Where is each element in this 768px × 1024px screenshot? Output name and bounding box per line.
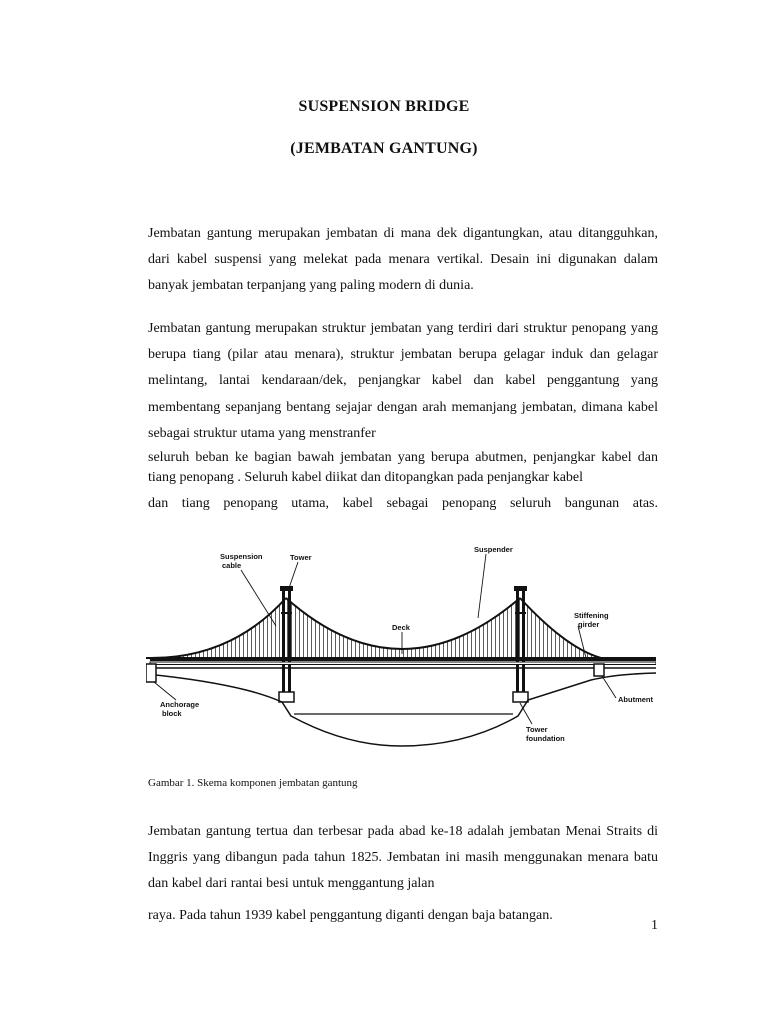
figure-caption: Gambar 1. Skema komponen jembatan gantung	[148, 777, 358, 789]
label-tower-foundation-2: foundation	[526, 734, 565, 743]
ground-profile	[146, 673, 656, 746]
paragraph-load-transfer	[148, 448, 658, 514]
label-suspender: Suspender	[474, 545, 513, 554]
label-tower-foundation: Tower	[526, 725, 548, 734]
paragraph-history	[148, 819, 658, 929]
bridge-diagram-figure	[146, 540, 656, 768]
anchorage-block	[146, 664, 156, 682]
document-subtitle: (JEMBATAN GANTUNG)	[290, 140, 478, 157]
paragraph-load-transfer-text: seluruh beban ke bagian bawah jembatan yang berupa abutmen, penjangkar kabel dan tiang penopang . Seluruh kabel diikat dan ditopangkan pada penjangkar kabel	[148, 450, 658, 485]
page-number: 1	[651, 918, 658, 933]
label-suspension-cable-2: cable	[222, 561, 242, 570]
suspension-bridge-diagram	[146, 540, 656, 768]
paragraph-definition: Jembatan gantung merupakan jembatan di mana dek digantungkan, atau ditangguhkan, dari kabel suspensi yang melekat pada menara vertikal. Desain ini digunakan dalam banyak jembatan terpanjang yang paling modern di dunia.	[148, 226, 658, 293]
paragraph-history-text: Jembatan gantung tertua dan terbesar pada abad ke-18 adalah jembatan Menai Straits di Inggris yang dibangun pada tahun 1825. Jembatan ini masih menggunakan menara batu dan kabel dari rantai besi untuk menggantung jalan	[148, 824, 658, 891]
label-anchorage-block: Anchorage	[160, 700, 200, 709]
label-stiffening-girder: Stiffening	[574, 611, 609, 620]
paragraph-structure: Jembatan gantung merupakan struktur jembatan yang terdiri dari struktur penopang yang berupa tiang (pilar atau menara), struktur jembatan berupa gelagar induk dan gelagar melintang, lantai kendaraan/dek, penjangkar kabel dan kabel penggantung yang membentang sepanjang bentang sejajar dengan arah memanjang jembatan, dimana kabel sebagai struktur utama yang menstranfer	[148, 321, 658, 441]
label-deck: Deck	[392, 623, 410, 632]
paragraph-history-tail: raya. Pada tahun 1939 kabel penggantung diganti dengan baja batangan.	[148, 908, 553, 923]
label-abutment: Abutment	[618, 695, 653, 704]
paragraph-load-transfer-last-line: dan tiang penopang utama, kabel sebagai penopang seluruh bangunan atas.	[148, 496, 658, 511]
document-title: SUSPENSION BRIDGE	[298, 98, 470, 115]
label-anchorage-block-2: block	[162, 709, 182, 718]
abutment-block	[594, 664, 604, 676]
label-suspension-cable: Suspension	[220, 552, 263, 561]
bridge-deck	[150, 657, 656, 668]
label-stiffening-girder-2: girder	[578, 620, 600, 629]
label-tower: Tower	[290, 553, 312, 562]
